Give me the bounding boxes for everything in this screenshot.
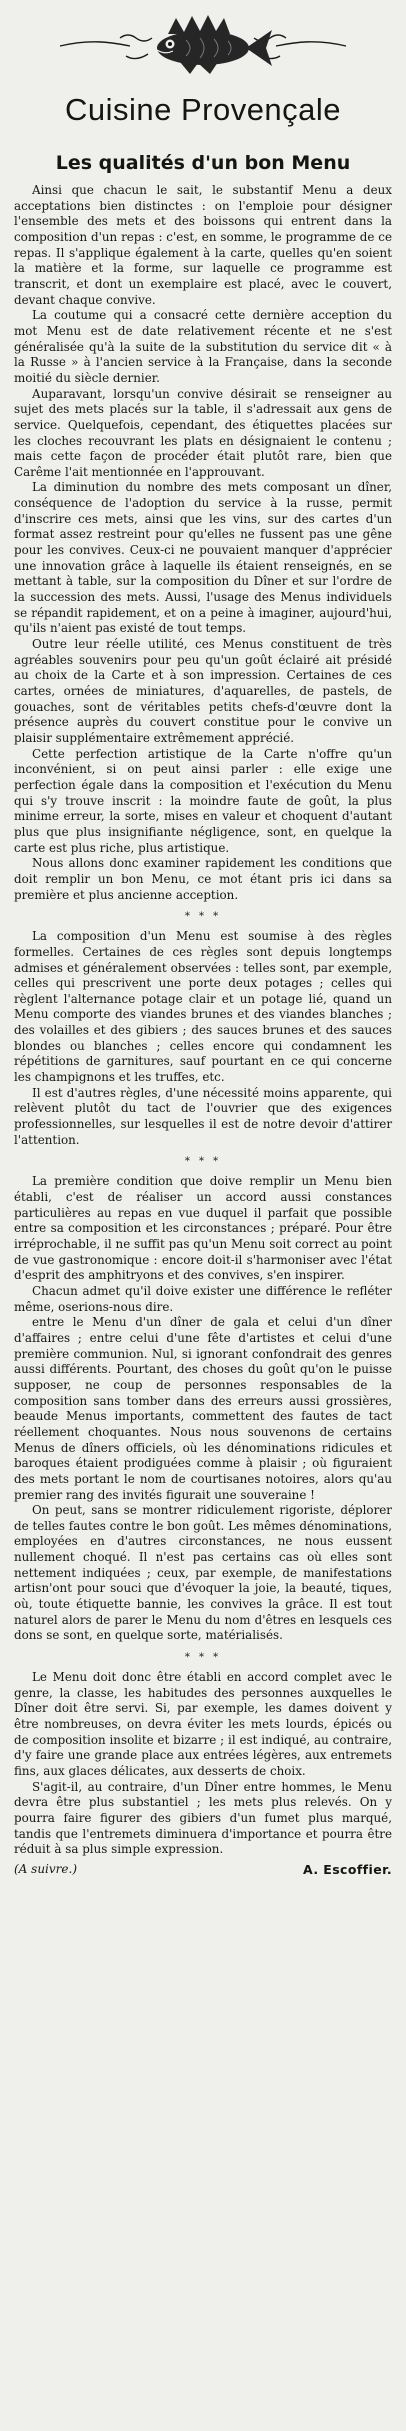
paragraph: La première condition que doive remplir un Menu bien établi, c'est de réaliser un accord aussi constances particulières au repas en vue duquel il parfait que possible entre sa composition et les circonstances ; préparé. Pour être irréprochable, il ne suffit pas qu'un Menu soit correct au point de vue gastronomique : encore doit-il s'harmoniser avec l'état d'esprit des amphitryons et des convives, s'en inspirer. — [14, 1174, 392, 1283]
section-separator: * * * — [184, 911, 222, 923]
article-signature — [14, 1862, 392, 1878]
paragraph: entre le Menu d'un dîner de gala et celui d'un dîner d'affaires ; entre celui d'une fête d'artistes et celui d'une première communion. Nul, si ignorant confondrait des genres aussi différents. Pourtant, des choses du goût qu'on le puisse supposer, ne coup de personnes responsables de la composition sans tomber dans des erreurs aussi grossières, beaude Menus importants, commettent des fautes de tact réellement choquantes. Nous nous souvenons de certains Menus de dîners officiels, où les dénominations ridicules et baroques étaient prodiguées comme à plaisir ; où figuraient des mets portant le nom de courtisanes notoires, alors qu'au premier rang des invités figurait une souveraine ! — [14, 1315, 392, 1502]
paragraph: Nous allons donc examiner rapidement les conditions que doit remplir un bon Menu, ce mot étant pris ici dans sa première et plus ancienne acception. — [14, 856, 392, 902]
paragraph: Outre leur réelle utilité, ces Menus constituent de très agréables souvenirs pour peu qu'un goût éclairé ait présidé au choix de la Carte et à son impression. Certaines de ces cartes, ornées de miniatures, d'aquarelles, de pastels, de gouaches, sont de véritables petits chefs-d'œuvre dont la présence auprès du couvert constitue pour le convive un plaisir supplémentaire extrêmement apprécié. — [14, 637, 392, 745]
paragraph: Cette perfection artistique de la Carte n'offre qu'un inconvénient, si on peut ainsi parler : elle exige une perfection égale dans la composition et l'exécution du Menu qui s'y trouve inscrit : la moindre faute de goût, la plus minime erreur, la sorte, mises en valeur et choquent d'autant plus que plus insignifiante négligence, sont, en quelque la carte est plus riche, plus artistique. — [14, 746, 392, 855]
paragraph: Le Menu doit donc être établi en accord complet avec le genre, la classe, les habitudes des personnes auxquelles le Dîner doit être servi. Si, par exemple, les dames doivent y être nombreuses, on devra éviter les mets lourds, épicés ou de composition insolite et bizarre ; il est indiqué, au contraire, d'y faire une grande place aux entrées légères, aux entremets fins, aux glaces délicates, aux desserts de choix. — [14, 1670, 392, 1778]
continued-note: (A suivre.) — [14, 1861, 77, 1876]
paragraph: La coutume qui a consacré cette dernière acception du mot Menu est de date relativement récente et ne s'est généralisée qu'à la suite de la substitution du service dit « à la Russe » à l'ancien service à la Française, dans la seconde moitié du siècle dernier. — [14, 308, 392, 385]
paragraph: La diminution du nombre des mets composant un dîner, conséquence de l'adoption du service à la russe, permit d'inscrire ces mets, ainsi que les vins, sur des cartes d'un format assez restreint pour qu'elles ne fussent pas une gêne pour les convives. Ceux-ci ne pouvaient manquer d'apprécier une innovation grâce à laquelle ils étaient renseignés, en se mettant à table, sur la composition du Dîner et sur l'ordre de la succession des mets. Aussi, l'usage des Menus individuels se répandit rapidement, et on a peine à imaginer, aujourd'hui, qu'ils n'aient pas existé de tout temps. — [14, 480, 392, 636]
paragraph: Auparavant, lorsqu'un convive désirait se renseigner au sujet des mets placés sur la table, il s'adressait aux gens de service. Quelquefois, cependant, des étiquettes placées sur les cloches recouvrant les plats en désignaient le contenu ; mais cette façon de procéder était plutôt rare, bien que Carême l'ait mentionnée en l'approuvant. — [14, 386, 392, 479]
fish-ornament-icon — [0, 6, 406, 80]
article-subtitle: Les qualités d'un bon Menu — [55, 152, 351, 174]
paragraph: Ainsi que chacun le sait, le substantif Menu a deux acceptations bien distinctes : on l'emploie pour désigner l'ensemble des mets et des boissons qui entrent dans la composition d'un repas : c'est, en somme, le programme de ce repas. Il s'applique également à la carte, quelles qu'en soient la matière et la forme, sur laquelle ce programme est transcrit, et dont un exemplaire est placé, avec le couvert, devant chaque convive. — [14, 183, 392, 307]
paragraph: On peut, sans se montrer ridiculement rigoriste, déplorer de telles fautes contre le bon goût. Les mêmes dénominations, employées en d'autres circonstances, ne nous eussent nullement choqué. Il n'est pas certains cas où elles sont nettement indiquées ; ceux, par exemple, de manifestations artisn'ont pour souci que d'évoquer la joie, la beauté, tiques, où, toute étiquette bannie, les convives la grâce. Il est tout naturel alors de parer le Menu du nom d'êtres en lesquels ces dons se sont, en quelque sorte, matérialisés. — [14, 1503, 392, 1643]
section-separator: * * * — [184, 1652, 222, 1664]
paragraph: S'agit-il, au contraire, d'un Dîner entre hommes, le Menu devra être plus substantiel ; les mets plus relevés. On y pourra faire figurer des gibiers d'un fumet plus marqué, tandis que l'entremets diminuera d'importance et pourra être réduit à sa plus simple expression. — [14, 1779, 392, 1857]
paragraph: Chacun admet qu'il doive exister une différence le refléter même, oserions-nous dire. — [14, 1283, 392, 1314]
page-title: Cuisine Provençale — [64, 92, 342, 127]
paragraph: La composition d'un Menu est soumise à des règles formelles. Certaines de ces règles sont depuis longtemps admises et généralement observées : telles sont, par exemple, celles qui prescrivent une porte deux potages ; celles qui règlent l'alternance potage clair et un potage lié, quand un Menu comporte des viandes brunes et des viandes blanches ; des volailles et des gibiers ; des sauces brunes et des sauces blondes ou blanches ; celles encore qui condamnent les répétitions de garnitures, sauf pourtant en ce qui concerne les champignons et les truffes, etc. — [14, 929, 392, 1085]
paragraph: Il est d'autres règles, d'une nécessité moins apparente, qui relèvent plutôt du tact de l'ouvrier que des exigences professionnelles, sur lesquelles il est de notre devoir d'attirer l'attention. — [14, 1085, 392, 1147]
section-separator: * * * — [184, 1156, 222, 1168]
article-body — [14, 183, 392, 1878]
author-name: A. Escoffier. — [303, 1861, 392, 1877]
